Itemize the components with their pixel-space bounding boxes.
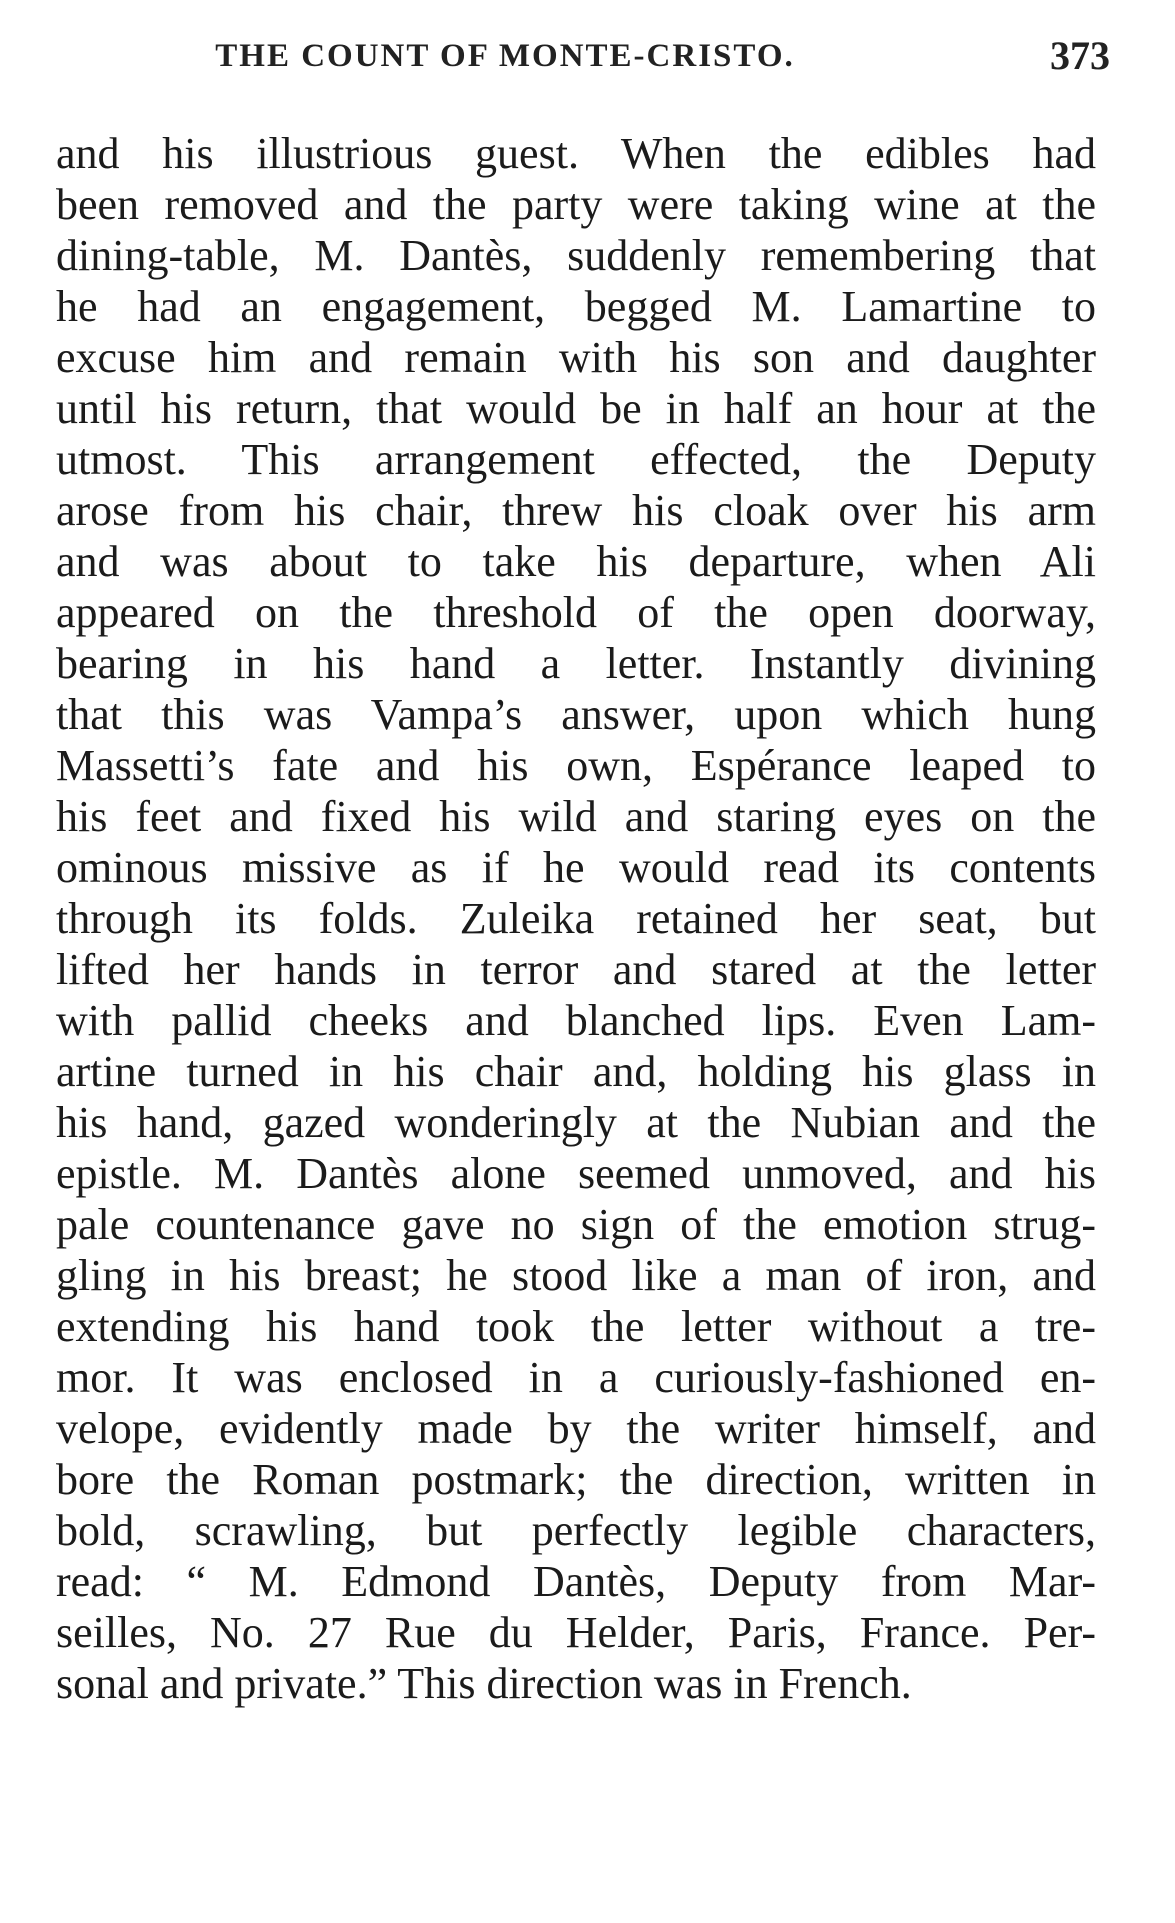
text-line: seilles, No. 27 Rue du Helder, Paris, France. Per- [56, 1608, 1096, 1657]
text-line: read: “ M. Edmond Dantès, Deputy from Mar- [56, 1557, 1096, 1606]
text-line: velope, evidently made by the writer himself, and [56, 1404, 1096, 1453]
text-line: that this was Vampa’s answer, upon which hung [56, 690, 1096, 739]
text-line: ominous missive as if he would read its contents [56, 843, 1096, 892]
text-line: utmost. This arrangement effected, the Deputy [56, 435, 1096, 484]
text-line: his feet and fixed his wild and staring eyes on the [56, 792, 1096, 841]
page-number: 373 [1050, 33, 1110, 78]
text-line: mor. It was enclosed in a curiously-fashioned en- [56, 1353, 1096, 1402]
text-line: his hand, gazed wonderingly at the Nubian and the [56, 1098, 1096, 1147]
text-line: epistle. M. Dantès alone seemed unmoved, and his [56, 1149, 1096, 1198]
text-line: Massetti’s fate and his own, Espérance leaped to [56, 741, 1096, 790]
text-line: been removed and the party were taking wine at the [56, 180, 1096, 229]
text-line: pale countenance gave no sign of the emotion strug- [56, 1200, 1096, 1249]
text-line: gling in his breast; he stood like a man of iron, and [56, 1251, 1096, 1300]
running-title: THE COUNT OF MONTE-CRISTO. [215, 38, 795, 74]
text-line: artine turned in his chair and, holding his glass in [56, 1047, 1096, 1096]
text-line: arose from his chair, threw his cloak over his arm [56, 486, 1096, 535]
text-line: until his return, that would be in half an hour at the [56, 384, 1096, 433]
body-text [56, 128, 1096, 1709]
text-line: bold, scrawling, but perfectly legible characters, [56, 1506, 1096, 1555]
text-line: appeared on the threshold of the open doorway, [56, 588, 1096, 637]
text-line: dining-table, M. Dantès, suddenly remembering that [56, 231, 1096, 280]
text-line: and his illustrious guest. When the edibles had [56, 129, 1096, 178]
text-line: and was about to take his departure, when Ali [56, 537, 1096, 586]
text-line: lifted her hands in terror and stared at the letter [56, 945, 1096, 994]
text-line: through its folds. Zuleika retained her seat, but [56, 894, 1096, 943]
text-line: excuse him and remain with his son and daughter [56, 333, 1096, 382]
text-line: he had an engagement, begged M. Lamartine to [56, 282, 1096, 331]
text-line: bore the Roman postmark; the direction, written in [56, 1455, 1096, 1504]
text-line: with pallid cheeks and blanched lips. Even Lam- [56, 996, 1096, 1045]
text-line: bearing in his hand a letter. Instantly divining [56, 639, 1096, 688]
text-line: sonal and private.” This direction was in French. [56, 1659, 912, 1708]
text-line: extending his hand took the letter without a tre- [56, 1302, 1096, 1351]
